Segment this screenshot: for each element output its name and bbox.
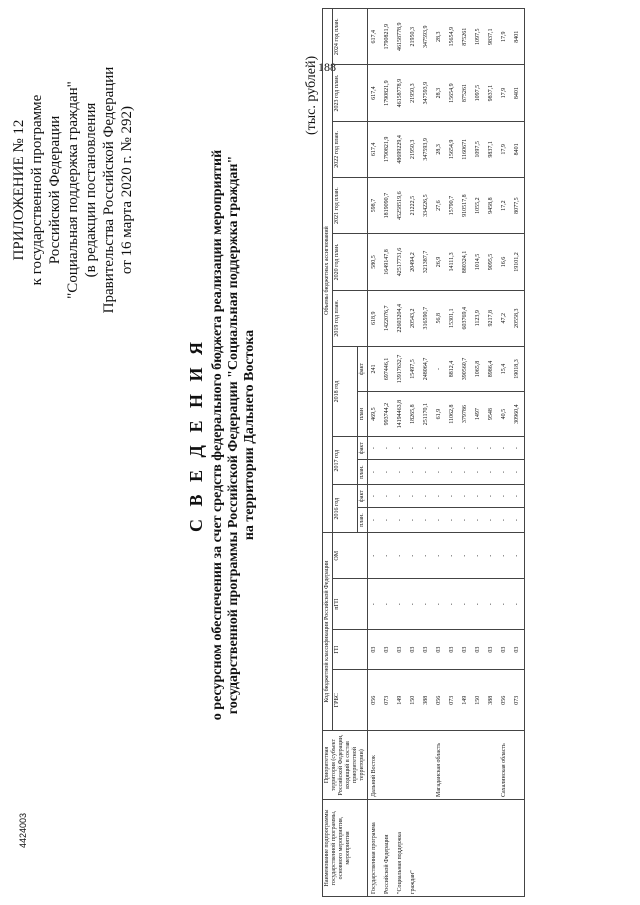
- table-row: [472, 9, 485, 897]
- col-header-name: Наименование подпрограммы государственной программы, основного мероприятия, мероприятия: [323, 800, 368, 897]
- cell-gp: 03: [368, 629, 382, 669]
- cell-pgp: -: [407, 579, 420, 630]
- col-header-2022: 2022 год план.: [333, 121, 368, 177]
- cell-y21: 21222,5: [407, 178, 420, 234]
- cell-grbs: 388: [420, 670, 433, 731]
- cell-p17: -: [394, 460, 407, 485]
- cell-p16: -: [420, 508, 433, 533]
- cell-p18: 61,9: [433, 392, 446, 437]
- cell-f18: 697446,1: [381, 346, 394, 391]
- table-row: [498, 9, 511, 897]
- cell-gp: 03: [407, 629, 420, 669]
- cell-y24: 21950,3: [407, 9, 420, 65]
- cell-p16: -: [485, 508, 498, 533]
- cell-pgp: -: [472, 579, 485, 630]
- cell-p18: 40,5: [498, 392, 511, 437]
- cell-y19: 22603204,4: [394, 290, 407, 346]
- cell-y22: 8401: [511, 121, 525, 177]
- cell-name: [420, 800, 433, 897]
- cell-y24: 15654,9: [446, 9, 459, 65]
- cell-p16: -: [407, 508, 420, 533]
- title-line: государственной программы Российской Федерации "Социальная поддержка граждан": [226, 155, 241, 715]
- cell-gp: 03: [498, 629, 511, 669]
- cell-f17: -: [511, 437, 525, 460]
- cell-territory: [446, 731, 459, 800]
- cell-y19: 56,8: [433, 290, 446, 346]
- cell-name: [459, 800, 472, 897]
- cell-name: [485, 800, 498, 897]
- col-header-2017: 2017 год: [333, 437, 358, 485]
- cell-f18: 8986,4: [485, 346, 498, 391]
- cell-f17: -: [498, 437, 511, 460]
- col-header-fact: факт: [358, 437, 368, 460]
- cell-f16: -: [498, 485, 511, 508]
- cell-y20: 321387,7: [420, 234, 433, 290]
- col-header-2018: 2018 год: [333, 346, 358, 436]
- col-header-om: ОМ: [333, 533, 368, 579]
- cell-p16: -: [511, 508, 525, 533]
- cell-territory: Магаданская область: [433, 731, 446, 800]
- cell-y23: 46158778,9: [394, 65, 407, 121]
- cell-f18: 15497,5: [407, 346, 420, 391]
- cell-p18: 1497: [472, 392, 485, 437]
- cell-name: граждан": [407, 800, 420, 897]
- cell-p17: -: [498, 460, 511, 485]
- cell-y19: 20558,3: [511, 290, 525, 346]
- cell-y20: 20494,2: [407, 234, 420, 290]
- cell-p16: -: [459, 508, 472, 533]
- cell-p17: -: [511, 460, 525, 485]
- cell-pgp: -: [446, 579, 459, 630]
- cell-y21: 15790,7: [446, 178, 459, 234]
- cell-y19: 1422076,7: [381, 290, 394, 346]
- cell-y24: 1790821,9: [381, 9, 394, 65]
- cell-name: Государственная программа: [368, 800, 382, 897]
- cell-grbs: 150: [407, 670, 420, 731]
- document-code: 4424003: [18, 812, 28, 848]
- col-header-2020: 2020 год план.: [333, 234, 368, 290]
- table-body: [368, 9, 525, 897]
- cell-om: -: [433, 533, 446, 579]
- table-row: [394, 9, 407, 897]
- cell-p16: -: [433, 508, 446, 533]
- cell-p16: -: [472, 508, 485, 533]
- col-header-volume-group: Объемы бюджетных ассигнований: [323, 9, 333, 533]
- cell-y22: 21950,3: [407, 121, 420, 177]
- cell-p17: -: [459, 460, 472, 485]
- appendix-line: (в редакции постановления: [83, 102, 99, 278]
- cell-om: -: [420, 533, 433, 579]
- cell-y22: 1097,5: [472, 121, 485, 177]
- cell-y24: 875261: [459, 9, 472, 65]
- cell-y20: 580,5: [368, 234, 382, 290]
- cell-y20: 14111,3: [446, 234, 459, 290]
- cell-om: -: [472, 533, 485, 579]
- cell-y19: 20543,2: [407, 290, 420, 346]
- cell-p18: 18265,8: [407, 392, 420, 437]
- cell-y22: 15654,9: [446, 121, 459, 177]
- cell-p17: -: [368, 460, 382, 485]
- col-header-2019: 2019 год план.: [333, 290, 368, 346]
- cell-y19: 316590,7: [420, 290, 433, 346]
- cell-gp: 03: [511, 629, 525, 669]
- cell-f17: -: [368, 437, 382, 460]
- cell-territory: [420, 731, 433, 800]
- page-number: 188: [318, 60, 336, 74]
- col-header-pgp: пГП: [333, 579, 368, 630]
- cell-p18: 993744,2: [381, 392, 394, 437]
- cell-territory: [485, 731, 498, 800]
- cell-y23: 9837,1: [485, 65, 498, 121]
- cell-gp: 03: [420, 629, 433, 669]
- table-row: [511, 9, 525, 897]
- appendix-line: от 16 марта 2020 г. № 292): [119, 105, 135, 275]
- cell-y24: 8401: [511, 9, 525, 65]
- cell-pgp: -: [381, 579, 394, 630]
- cell-f17: -: [394, 437, 407, 460]
- cell-f16: -: [368, 485, 382, 508]
- cell-y21: 598,7: [368, 178, 382, 234]
- cell-y23: 875261: [459, 65, 472, 121]
- table-row: [420, 9, 433, 897]
- cell-y23: 1097,5: [472, 65, 485, 121]
- cell-y24: 9837,1: [485, 9, 498, 65]
- cell-y22: 9837,1: [485, 121, 498, 177]
- cell-grbs: 073: [446, 670, 459, 731]
- cell-f18: 248064,7: [420, 346, 433, 391]
- cell-y23: 21950,3: [407, 65, 420, 121]
- title-line: о ресурсном обеспечении за счет средств федерального бюджета реализации мероприятий: [210, 149, 225, 721]
- cell-territory: [511, 731, 525, 800]
- cell-f17: -: [407, 437, 420, 460]
- cell-y21: 1055,2: [472, 178, 485, 234]
- cell-gp: 03: [433, 629, 446, 669]
- col-header-2023: 2023 год план.: [333, 65, 368, 121]
- cell-y21: 17,2: [498, 178, 511, 234]
- cell-y23: 15654,9: [446, 65, 459, 121]
- cell-y22: 17,9: [498, 121, 511, 177]
- cell-p17: -: [407, 460, 420, 485]
- cell-y20: 1649147,8: [381, 234, 394, 290]
- cell-grbs: 056: [498, 670, 511, 731]
- cell-p17: -: [446, 460, 459, 485]
- cell-y23: 28,3: [433, 65, 446, 121]
- cell-y22: 48699229,4: [394, 121, 407, 177]
- cell-y24: 1097,5: [472, 9, 485, 65]
- cell-p16: -: [368, 508, 382, 533]
- cell-gp: 03: [485, 629, 498, 669]
- cell-f18: 390560,7: [459, 346, 472, 391]
- cell-y19: 618,9: [368, 290, 382, 346]
- cell-y19: 603769,4: [459, 290, 472, 346]
- cell-om: -: [381, 533, 394, 579]
- cell-grbs: 388: [485, 670, 498, 731]
- cell-gp: 03: [394, 629, 407, 669]
- cell-grbs: 073: [381, 670, 394, 731]
- col-header-2024: 2024 год план.: [333, 9, 368, 65]
- col-header-fact: факт: [358, 485, 368, 508]
- cell-y22: 617,4: [368, 121, 382, 177]
- cell-pgp: -: [420, 579, 433, 630]
- cell-p18: 11062,8: [446, 392, 459, 437]
- cell-gp: 03: [446, 629, 459, 669]
- cell-name: [446, 800, 459, 897]
- col-header-gp: ГП: [333, 629, 368, 669]
- cell-p16: -: [381, 508, 394, 533]
- cell-om: -: [511, 533, 525, 579]
- cell-y24: 347593,9: [420, 9, 433, 65]
- cell-om: -: [368, 533, 382, 579]
- cell-f18: 15,4: [498, 346, 511, 391]
- col-header-plan: план.: [358, 508, 368, 533]
- cell-f18: -: [433, 346, 446, 391]
- cell-territory: [381, 731, 394, 800]
- cell-pgp: -: [394, 579, 407, 630]
- cell-f17: -: [472, 437, 485, 460]
- cell-y20: 1014,5: [472, 234, 485, 290]
- col-header-plan: план: [358, 392, 368, 437]
- cell-y23: 347593,9: [420, 65, 433, 121]
- cell-name: "Социальная поддержка: [394, 800, 407, 897]
- cell-y20: 26,9: [433, 234, 446, 290]
- cell-p17: -: [485, 460, 498, 485]
- cell-name: Российской Федерации: [381, 800, 394, 897]
- cell-om: -: [459, 533, 472, 579]
- cell-f17: -: [420, 437, 433, 460]
- cell-y21: 45258519,6: [394, 178, 407, 234]
- cell-y20: 880324,1: [459, 234, 472, 290]
- cell-f16: -: [394, 485, 407, 508]
- cell-p16: -: [498, 508, 511, 533]
- table-row: [485, 9, 498, 897]
- cell-y21: 1819090,7: [381, 178, 394, 234]
- cell-y22: 28,3: [433, 121, 446, 177]
- cell-om: -: [394, 533, 407, 579]
- col-header-grbs: ГРБС: [333, 670, 368, 731]
- cell-gp: 03: [381, 629, 394, 669]
- cell-y21: 27,6: [433, 178, 446, 234]
- cell-y20: 9095,5: [485, 234, 498, 290]
- cell-y19: 9217,8: [485, 290, 498, 346]
- cell-grbs: 073: [511, 670, 525, 731]
- col-header-code-group: Код бюджетной классификации Российской Федерации: [323, 533, 333, 731]
- col-header-2016: 2016 год: [333, 485, 358, 533]
- cell-name: [511, 800, 525, 897]
- cell-y22: 1160671: [459, 121, 472, 177]
- cell-y20: 42517731,6: [394, 234, 407, 290]
- table-row: [407, 9, 420, 897]
- appendix-line: Правительства Российской Федерации: [101, 66, 117, 314]
- cell-gp: 03: [472, 629, 485, 669]
- appendix-line: ПРИЛОЖЕНИЕ № 12: [11, 119, 27, 261]
- document-title: [188, 75, 258, 795]
- cell-om: -: [446, 533, 459, 579]
- cell-f16: -: [381, 485, 394, 508]
- cell-f17: -: [446, 437, 459, 460]
- cell-y21: 334226,5: [420, 178, 433, 234]
- cell-y22: 347593,9: [420, 121, 433, 177]
- cell-f17: -: [433, 437, 446, 460]
- cell-y21: 8077,5: [511, 178, 525, 234]
- cell-f16: -: [459, 485, 472, 508]
- cell-y24: 17,9: [498, 9, 511, 65]
- cell-f16: -: [407, 485, 420, 508]
- cell-f16: -: [472, 485, 485, 508]
- cell-om: -: [407, 533, 420, 579]
- cell-name: [472, 800, 485, 897]
- col-header-plan: план.: [358, 460, 368, 485]
- title-heading: С В Е Д Е Н И Я: [186, 338, 206, 532]
- cell-f18: 241: [368, 346, 382, 391]
- cell-y23: 1790821,9: [381, 65, 394, 121]
- cell-p17: -: [420, 460, 433, 485]
- cell-y20: 19101,2: [511, 234, 525, 290]
- cell-y23: 8401: [511, 65, 525, 121]
- cell-f18: 1065,8: [472, 346, 485, 391]
- cell-f17: -: [381, 437, 394, 460]
- col-header-2021: 2021 год план.: [333, 178, 368, 234]
- table-row: [433, 9, 446, 897]
- cell-y24: 46158778,9: [394, 9, 407, 65]
- title-line: на территории Дальнего Востока: [242, 329, 257, 541]
- cell-f17: -: [485, 437, 498, 460]
- cell-y23: 617,4: [368, 65, 382, 121]
- cell-pgp: -: [459, 579, 472, 630]
- table-row: [381, 9, 394, 897]
- appendix-line: Российской Федерации: [47, 115, 63, 265]
- col-header-territory: Приоритетная территория (субъект Российской Федерации, входящий в состав приоритетной территории): [323, 731, 368, 800]
- cell-grbs: 149: [394, 670, 407, 731]
- cell-f16: -: [485, 485, 498, 508]
- cell-pgp: -: [498, 579, 511, 630]
- cell-f17: -: [459, 437, 472, 460]
- cell-p18: 251170,1: [420, 392, 433, 437]
- cell-p18: 14194463,8: [394, 392, 407, 437]
- cell-territory: [407, 731, 420, 800]
- appendix-line: к государственной программе: [29, 94, 45, 286]
- cell-y23: 17,9: [498, 65, 511, 121]
- cell-y24: 28,3: [433, 9, 446, 65]
- cell-y20: 16,6: [498, 234, 511, 290]
- cell-grbs: 149: [459, 670, 472, 731]
- cell-grbs: 056: [433, 670, 446, 731]
- cell-p16: -: [446, 508, 459, 533]
- cell-f16: -: [446, 485, 459, 508]
- funding-table: [322, 8, 525, 897]
- cell-territory: [472, 731, 485, 800]
- cell-pgp: -: [485, 579, 498, 630]
- units-label: (тыс. рублей): [304, 55, 319, 135]
- cell-territory: Сахалинская область: [498, 731, 511, 800]
- appendix-block: [10, 30, 136, 350]
- cell-territory: [459, 731, 472, 800]
- table-row: [446, 9, 459, 897]
- cell-f18: 19018,3: [511, 346, 525, 391]
- table-row: [459, 9, 472, 897]
- cell-y19: 15301,1: [446, 290, 459, 346]
- cell-f16: -: [420, 485, 433, 508]
- cell-p17: -: [381, 460, 394, 485]
- cell-p18: 9548: [485, 392, 498, 437]
- cell-territory: [394, 731, 407, 800]
- cell-f16: -: [433, 485, 446, 508]
- cell-y22: 1790821,9: [381, 121, 394, 177]
- cell-name: [498, 800, 511, 897]
- table-row: [368, 9, 382, 897]
- cell-f18: 8812,4: [446, 346, 459, 391]
- cell-p18: 469,5: [368, 392, 382, 437]
- cell-f16: -: [511, 485, 525, 508]
- cell-y19: 47,2: [498, 290, 511, 346]
- cell-f18: 13917632,7: [394, 346, 407, 391]
- cell-om: -: [485, 533, 498, 579]
- cell-territory: Дальний Восток: [368, 731, 382, 800]
- cell-p17: -: [472, 460, 485, 485]
- cell-p18: 30960,4: [511, 392, 525, 437]
- cell-y19: 1123,9: [472, 290, 485, 346]
- cell-p18: 379786: [459, 392, 472, 437]
- cell-pgp: -: [368, 579, 382, 630]
- cell-pgp: -: [433, 579, 446, 630]
- cell-name: [433, 800, 446, 897]
- col-header-fact: факт: [358, 346, 368, 391]
- cell-y21: 9458,8: [485, 178, 498, 234]
- cell-p16: -: [394, 508, 407, 533]
- cell-gp: 03: [459, 629, 472, 669]
- cell-pgp: -: [511, 579, 525, 630]
- cell-p17: -: [433, 460, 446, 485]
- cell-y21: 910517,8: [459, 178, 472, 234]
- cell-grbs: 056: [368, 670, 382, 731]
- appendix-line: "Социальная поддержка граждан": [65, 81, 81, 299]
- cell-grbs: 150: [472, 670, 485, 731]
- cell-om: -: [498, 533, 511, 579]
- cell-y24: 617,4: [368, 9, 382, 65]
